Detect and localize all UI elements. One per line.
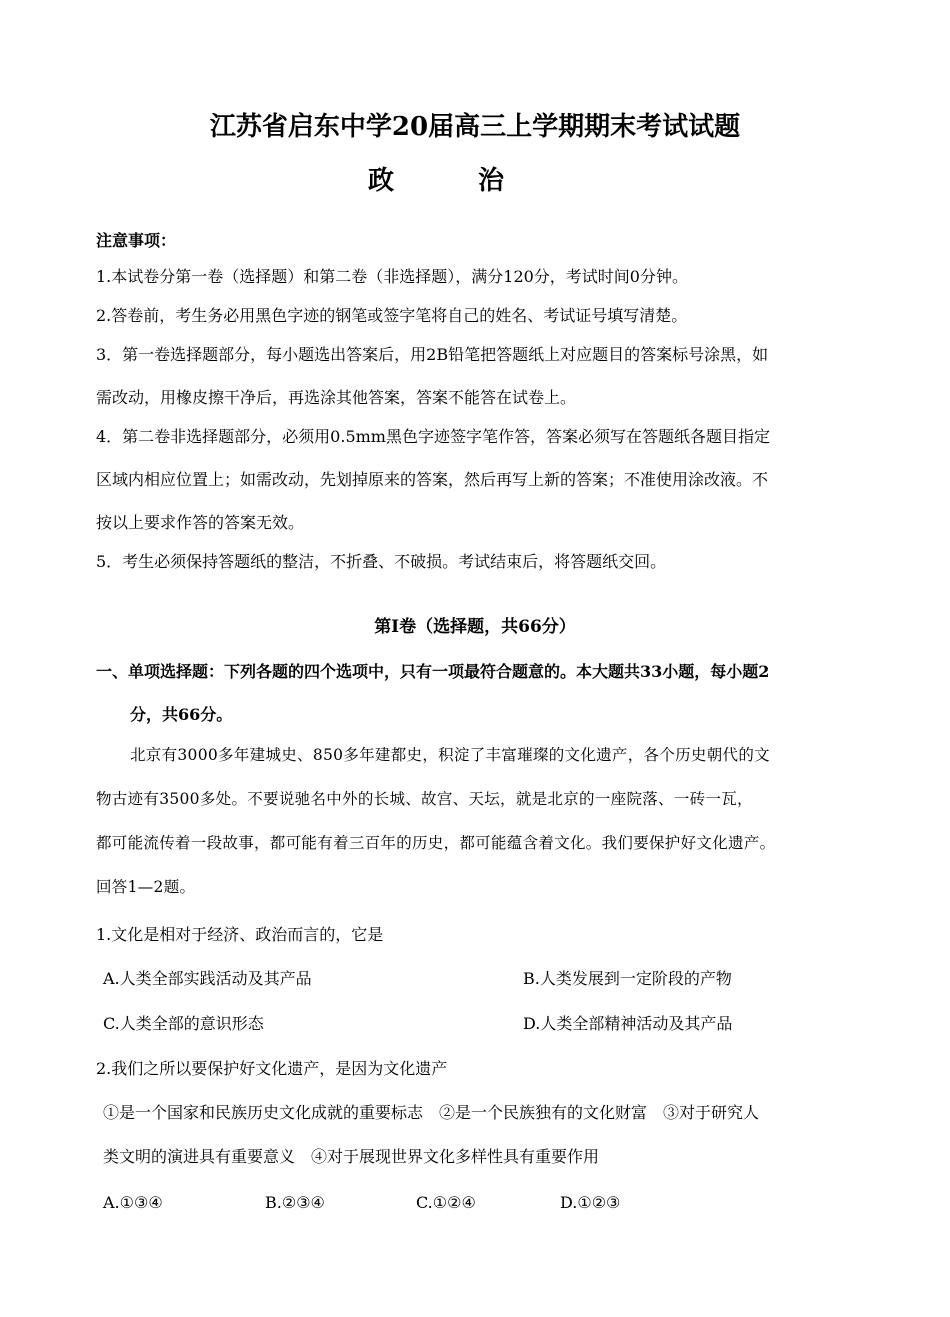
question-statements: 类文明的演进具有重要意义 ④对于展现世界文化多样性具有重要作用 [103, 1147, 600, 1166]
notice-line: 2.答卷前，考生务必用黑色字迹的钢笔或签字笔将自己的姓名、考试证号填写清楚。 [96, 306, 688, 325]
passage-line: 物古迹有3500多处。不要说驰名中外的长城、故宫、天坛，就是北京的一座院落、一砖一瓦， [96, 790, 753, 808]
question-option-b: B.人类发展到一定阶段的产物 [523, 969, 732, 988]
notice-line: 3．第一卷选择题部分，每小题选出答案后，用2B铅笔把答题纸上对应题目的答案标号涂黑，如 [96, 345, 769, 364]
notice-line: 需改动，用橡皮擦干净后，再选涂其他答案，答案不能答在试卷上。 [96, 388, 577, 407]
question-statements: ①是一个国家和民族历史文化成就的重要标志 ②是一个民族独有的文化财富 ③对于研究人 [103, 1103, 760, 1122]
question-option-b: B.②③④ [265, 1193, 325, 1212]
exam-title: 江苏省启东中学20届高三上学期期末考试试题 [209, 112, 741, 142]
notice-line: 4．第二卷非选择题部分，必须用0.5mm黑色字迹签字笔作答，答案必须写在答题纸各题目指定 [96, 427, 770, 446]
notice-line: 区域内相应位置上；如需改动，先划掉原来的答案，然后再写上新的答案；不准使用涂改液。不 [96, 470, 769, 489]
passage-line: 北京有3000多年建城史、850多年建都史，积淀了丰富璀璨的文化遗产，各个历史朝代的文 [130, 746, 770, 764]
question-option-a: A.人类全部实践活动及其产品 [103, 969, 312, 988]
notice-heading: 注意事项： [96, 231, 177, 250]
question-option-d: D.人类全部精神活动及其产品 [523, 1014, 733, 1033]
question-option-c: C.①②④ [416, 1193, 476, 1212]
notice-line: 按以上要求作答的答案无效。 [96, 513, 305, 532]
notice-line: 1.本试卷分第一卷（选择题）和第二卷（非选择题），满分120分，考试时间0分钟。 [96, 267, 688, 286]
question-stem: 2.我们之所以要保护好文化遗产，是因为文化遗产 [96, 1059, 448, 1078]
subject-char-right: 治 [478, 166, 505, 196]
passage-line: 回答1—2题。 [96, 878, 196, 896]
question-option-d: D.①②③ [560, 1193, 621, 1212]
passage-line: 都可能流传着一段故事，都可能有着三百年的历史，都可能蕴含着文化。我们要保护好文化遗产。 [96, 834, 776, 852]
subject-char-left: 政 [368, 166, 395, 196]
section-instruction: 一、单项选择题：下列各题的四个选项中，只有一项最符合题意的。本大题共33小题，每小题2 [96, 662, 770, 681]
question-stem: 1.文化是相对于经济、政治而言的，它是 [96, 925, 384, 944]
section-instruction: 分，共66分。 [130, 705, 233, 724]
notice-line: 5．考生必须保持答题纸的整洁，不折叠、不破损。考试结束后，将答题纸交回。 [96, 552, 667, 571]
section-title: 第Ⅰ卷（选择题，共66分） [374, 617, 576, 637]
question-option-c: C.人类全部的意识形态 [103, 1014, 264, 1033]
question-option-a: A.①③④ [103, 1193, 163, 1212]
